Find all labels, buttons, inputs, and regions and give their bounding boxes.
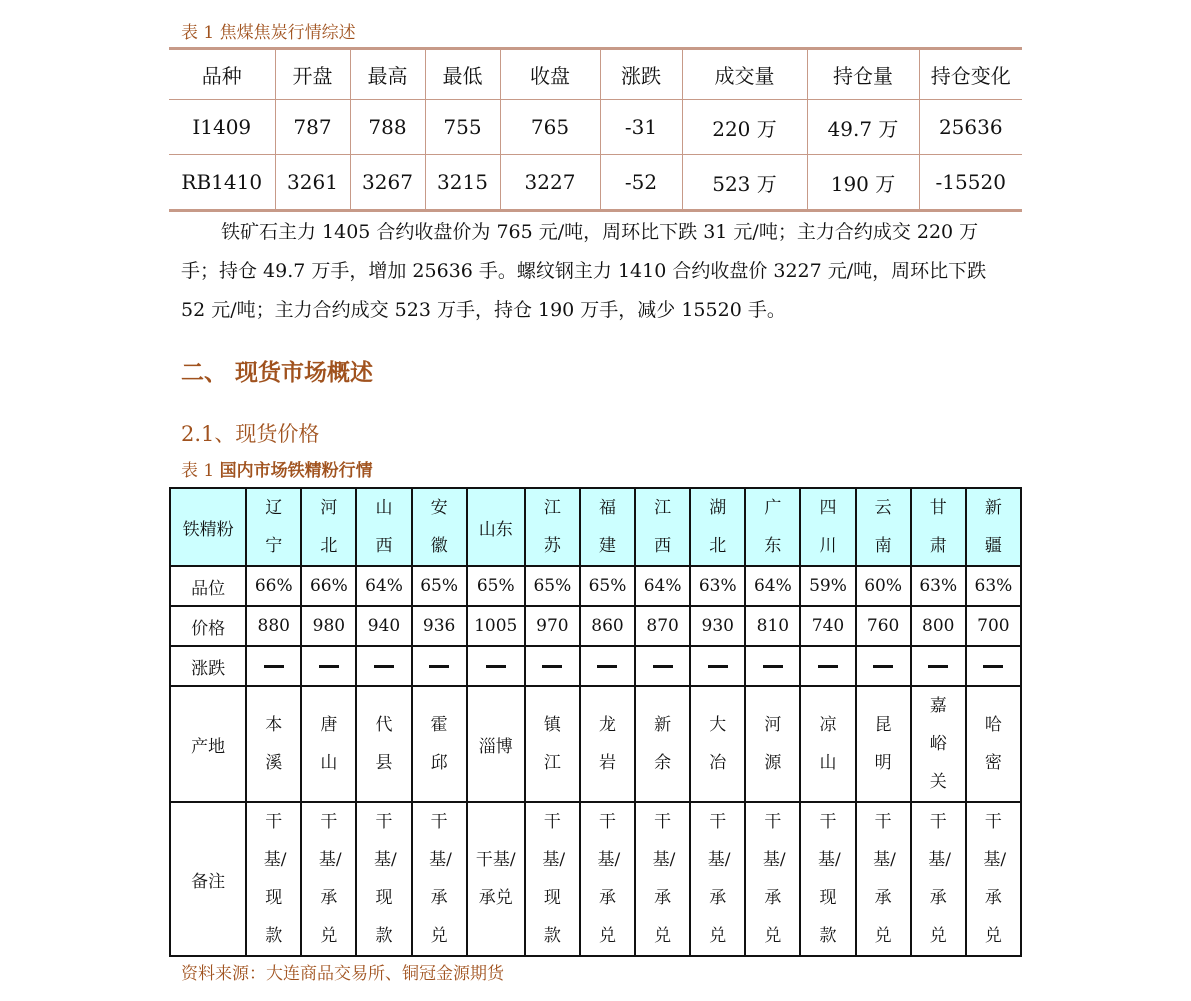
- cell-text: 龙岩: [598, 715, 616, 773]
- table-cell: 3227: [500, 155, 600, 211]
- no-change-dash: [763, 665, 783, 668]
- table2-caption-prefix: 表 1: [181, 461, 220, 481]
- table-cell: [966, 686, 1021, 802]
- no-change-dash: [429, 665, 449, 668]
- table-cell: [745, 686, 800, 802]
- table2-caption-title: 国内市场铁精粉行情: [219, 461, 373, 481]
- cell-text: 大冶: [709, 715, 727, 773]
- table-cell: 740: [800, 606, 855, 646]
- table-cell: 59%: [800, 566, 855, 606]
- table-cell: [356, 686, 411, 802]
- table2-price-row: [170, 606, 1021, 646]
- table-cell: [911, 686, 966, 802]
- table-cell: [525, 488, 580, 566]
- table-cell: [800, 488, 855, 566]
- cell-text: 山西: [375, 498, 393, 556]
- table-cell: [301, 488, 356, 566]
- section-heading: 二、 现货市场概述: [181, 360, 374, 386]
- cell-text: 江西: [654, 498, 672, 556]
- table-cell: [412, 646, 467, 686]
- table-cell: [856, 646, 911, 686]
- table-cell: 700: [966, 606, 1021, 646]
- iron-concentrate-table: [169, 487, 1022, 957]
- table-cell: 980: [301, 606, 356, 646]
- table-cell: 63%: [966, 566, 1021, 606]
- table2-grade-row: [170, 566, 1021, 606]
- table2-note-row: [170, 802, 1021, 956]
- cell-text: 新余: [654, 715, 672, 773]
- table-cell: [856, 488, 911, 566]
- table-cell: 800: [911, 606, 966, 646]
- table-cell: [246, 686, 301, 802]
- row-label: 铁精粉: [170, 488, 246, 566]
- row-label: 备注: [170, 802, 246, 956]
- table-cell: 淄博: [467, 686, 525, 802]
- col-header: 成交量: [682, 49, 807, 100]
- table-cell: [412, 488, 467, 566]
- cell-text: 福建: [598, 498, 616, 556]
- table-cell: [966, 802, 1021, 956]
- no-change-dash: [873, 665, 893, 668]
- table-cell: [966, 646, 1021, 686]
- futures-summary-table: [169, 47, 1022, 212]
- table2-caption: [181, 456, 373, 481]
- col-header: 涨跌: [600, 49, 682, 100]
- table-cell: 860: [580, 606, 635, 646]
- table2-origin-row: [170, 686, 1021, 802]
- no-change-dash: [928, 665, 948, 668]
- table-cell: 64%: [356, 566, 411, 606]
- table-cell: 970: [525, 606, 580, 646]
- table-cell: [856, 802, 911, 956]
- no-change-dash: [708, 665, 728, 668]
- table-cell: [635, 686, 690, 802]
- table-cell: [246, 488, 301, 566]
- table-cell: [467, 802, 525, 956]
- cell-text: 江苏: [543, 498, 561, 556]
- cell-text: 干基/承兑: [475, 850, 516, 908]
- no-change-dash: [319, 665, 339, 668]
- cell-text: 云南: [874, 498, 892, 556]
- cell-text: 干基/承兑: [707, 812, 731, 946]
- table-cell: [301, 802, 356, 956]
- table-cell: [580, 802, 635, 956]
- cell-text: 凉山: [819, 715, 837, 773]
- no-change-dash: [818, 665, 838, 668]
- table-cell: [356, 646, 411, 686]
- table-cell: 3267: [350, 155, 425, 211]
- row-label: 价格: [170, 606, 246, 646]
- table-cell: [690, 686, 745, 802]
- table-cell: -31: [600, 100, 682, 155]
- table-cell: [580, 686, 635, 802]
- col-header: 持仓变化: [919, 49, 1022, 100]
- cell-text: 嘉峪关: [929, 696, 947, 792]
- col-header: 最高: [350, 49, 425, 100]
- cell-text: 哈密: [984, 715, 1002, 773]
- table-cell: [635, 802, 690, 956]
- table-cell: 930: [690, 606, 745, 646]
- col-header: 开盘: [275, 49, 350, 100]
- cell-text: 干基/承兑: [873, 812, 896, 946]
- col-header: 最低: [425, 49, 500, 100]
- table-cell: 787: [275, 100, 350, 155]
- table-cell: 60%: [856, 566, 911, 606]
- table-cell: [580, 646, 635, 686]
- table-cell: [745, 488, 800, 566]
- cell-text: 干基/承兑: [928, 812, 951, 946]
- cell-text: 干基/现款: [263, 812, 287, 946]
- cell-text: 镇江: [543, 715, 561, 773]
- row-label: 涨跌: [170, 646, 246, 686]
- table2-change-row: [170, 646, 1021, 686]
- cell-text: 本溪: [265, 715, 283, 773]
- table-cell: [301, 646, 356, 686]
- cell-text: 干基/现款: [373, 812, 397, 946]
- table-cell: [690, 646, 745, 686]
- cell-text: 河北: [320, 498, 338, 556]
- cell-text: 干基/承兑: [597, 812, 621, 946]
- cell-text: 新疆: [984, 498, 1002, 556]
- cell-text: 干基/承兑: [652, 812, 676, 946]
- table1-header-row: [169, 49, 1022, 100]
- source-note: 资料来源：大连商品交易所、铜冠金源期货: [181, 964, 504, 984]
- paragraph-text: 铁矿石主力 1405 合约收盘价为 765 元/吨，周环比下跌 31 元/吨；主力合约成交 220 万手；持仓 49.7 万手，增加 25636 手。螺纹钢主力 1410 合约收盘价 3227 元/吨，周环比下跌 52 元/吨；主力合约成交 523 万手，持仓 190 万手，减少 15520 手。: [181, 221, 987, 321]
- table-cell: 3215: [425, 155, 500, 211]
- col-header: 收盘: [500, 49, 600, 100]
- table-cell: [301, 686, 356, 802]
- table-row: [169, 155, 1022, 211]
- no-change-dash: [264, 665, 284, 668]
- table-cell: 880: [246, 606, 301, 646]
- cell-text: 干基/承兑: [429, 812, 452, 946]
- table-cell: [911, 802, 966, 956]
- col-header: 品种: [169, 49, 275, 100]
- col-header: 持仓量: [807, 49, 919, 100]
- table-cell: 65%: [580, 566, 635, 606]
- table-cell: 65%: [525, 566, 580, 606]
- table-cell: 25636: [919, 100, 1022, 155]
- table-cell: 523 万: [682, 155, 807, 211]
- cell-text: 河源: [764, 715, 782, 773]
- table-cell: RB1410: [169, 155, 275, 211]
- table-cell: 3261: [275, 155, 350, 211]
- market-summary-paragraph: [181, 213, 1016, 330]
- table-cell: 山东: [467, 488, 525, 566]
- table-cell: 64%: [635, 566, 690, 606]
- table-cell: [525, 646, 580, 686]
- table-cell: 190 万: [807, 155, 919, 211]
- table-cell: 63%: [911, 566, 966, 606]
- table-cell: [966, 488, 1021, 566]
- no-change-dash: [486, 665, 506, 668]
- table-cell: [745, 646, 800, 686]
- table-cell: -52: [600, 155, 682, 211]
- table1-caption: 表 1 焦煤焦炭行情综述: [181, 23, 356, 43]
- table-cell: [246, 646, 301, 686]
- cell-text: 唐山: [320, 715, 338, 773]
- cell-text: 代县: [375, 715, 393, 773]
- table-cell: 66%: [301, 566, 356, 606]
- table-cell: [412, 802, 467, 956]
- table-row: [169, 100, 1022, 155]
- table-cell: [356, 802, 411, 956]
- table-cell: 760: [856, 606, 911, 646]
- table-cell: 65%: [412, 566, 467, 606]
- cell-text: 甘肃: [929, 498, 947, 556]
- table-cell: [580, 488, 635, 566]
- cell-text: 霍邱: [430, 715, 448, 773]
- table2-header-row: [170, 488, 1021, 566]
- table-cell: [525, 802, 580, 956]
- no-change-dash: [597, 665, 617, 668]
- no-change-dash: [983, 665, 1003, 668]
- table-cell: I1409: [169, 100, 275, 155]
- table-cell: [635, 646, 690, 686]
- table-cell: [911, 646, 966, 686]
- cell-text: 干基/承兑: [762, 812, 786, 946]
- cell-text: 广东: [764, 498, 782, 556]
- table-cell: 49.7 万: [807, 100, 919, 155]
- row-label: 品位: [170, 566, 246, 606]
- table-cell: 810: [745, 606, 800, 646]
- cell-text: 干基/现款: [817, 812, 841, 946]
- table-cell: 755: [425, 100, 500, 155]
- table-cell: [356, 488, 411, 566]
- subsection-heading: 2.1、现货价格: [181, 422, 320, 446]
- table-cell: 63%: [690, 566, 745, 606]
- table-cell: 788: [350, 100, 425, 155]
- table-cell: [745, 802, 800, 956]
- table-cell: 940: [356, 606, 411, 646]
- table-cell: [412, 686, 467, 802]
- cell-text: 辽宁: [265, 498, 283, 556]
- cell-text: 湖北: [709, 498, 727, 556]
- cell-text: 四川: [819, 498, 837, 556]
- table-cell: [911, 488, 966, 566]
- table-cell: 870: [635, 606, 690, 646]
- table-cell: 220 万: [682, 100, 807, 155]
- table-cell: [800, 646, 855, 686]
- table-cell: [525, 686, 580, 802]
- cell-text: 干基/承兑: [318, 812, 342, 946]
- table-cell: [635, 488, 690, 566]
- table-cell: [690, 802, 745, 956]
- cell-text: 昆明: [874, 715, 892, 773]
- table-cell: [246, 802, 301, 956]
- cell-text: 安徽: [430, 498, 448, 556]
- table-cell: [467, 646, 525, 686]
- table-cell: 1005: [467, 606, 525, 646]
- table-cell: [800, 802, 855, 956]
- table-cell: [690, 488, 745, 566]
- cell-text: 干基/承兑: [983, 812, 1007, 946]
- table-cell: 936: [412, 606, 467, 646]
- row-label: 产地: [170, 686, 246, 802]
- table-cell: 765: [500, 100, 600, 155]
- table-cell: 65%: [467, 566, 525, 606]
- no-change-dash: [542, 665, 562, 668]
- table-cell: -15520: [935, 170, 1006, 194]
- no-change-dash: [374, 665, 394, 668]
- table-cell: [856, 686, 911, 802]
- table-cell: 66%: [246, 566, 301, 606]
- cell-text: 干基/现款: [542, 812, 566, 946]
- table-cell: 64%: [745, 566, 800, 606]
- no-change-dash: [653, 665, 673, 668]
- table-cell: [800, 686, 855, 802]
